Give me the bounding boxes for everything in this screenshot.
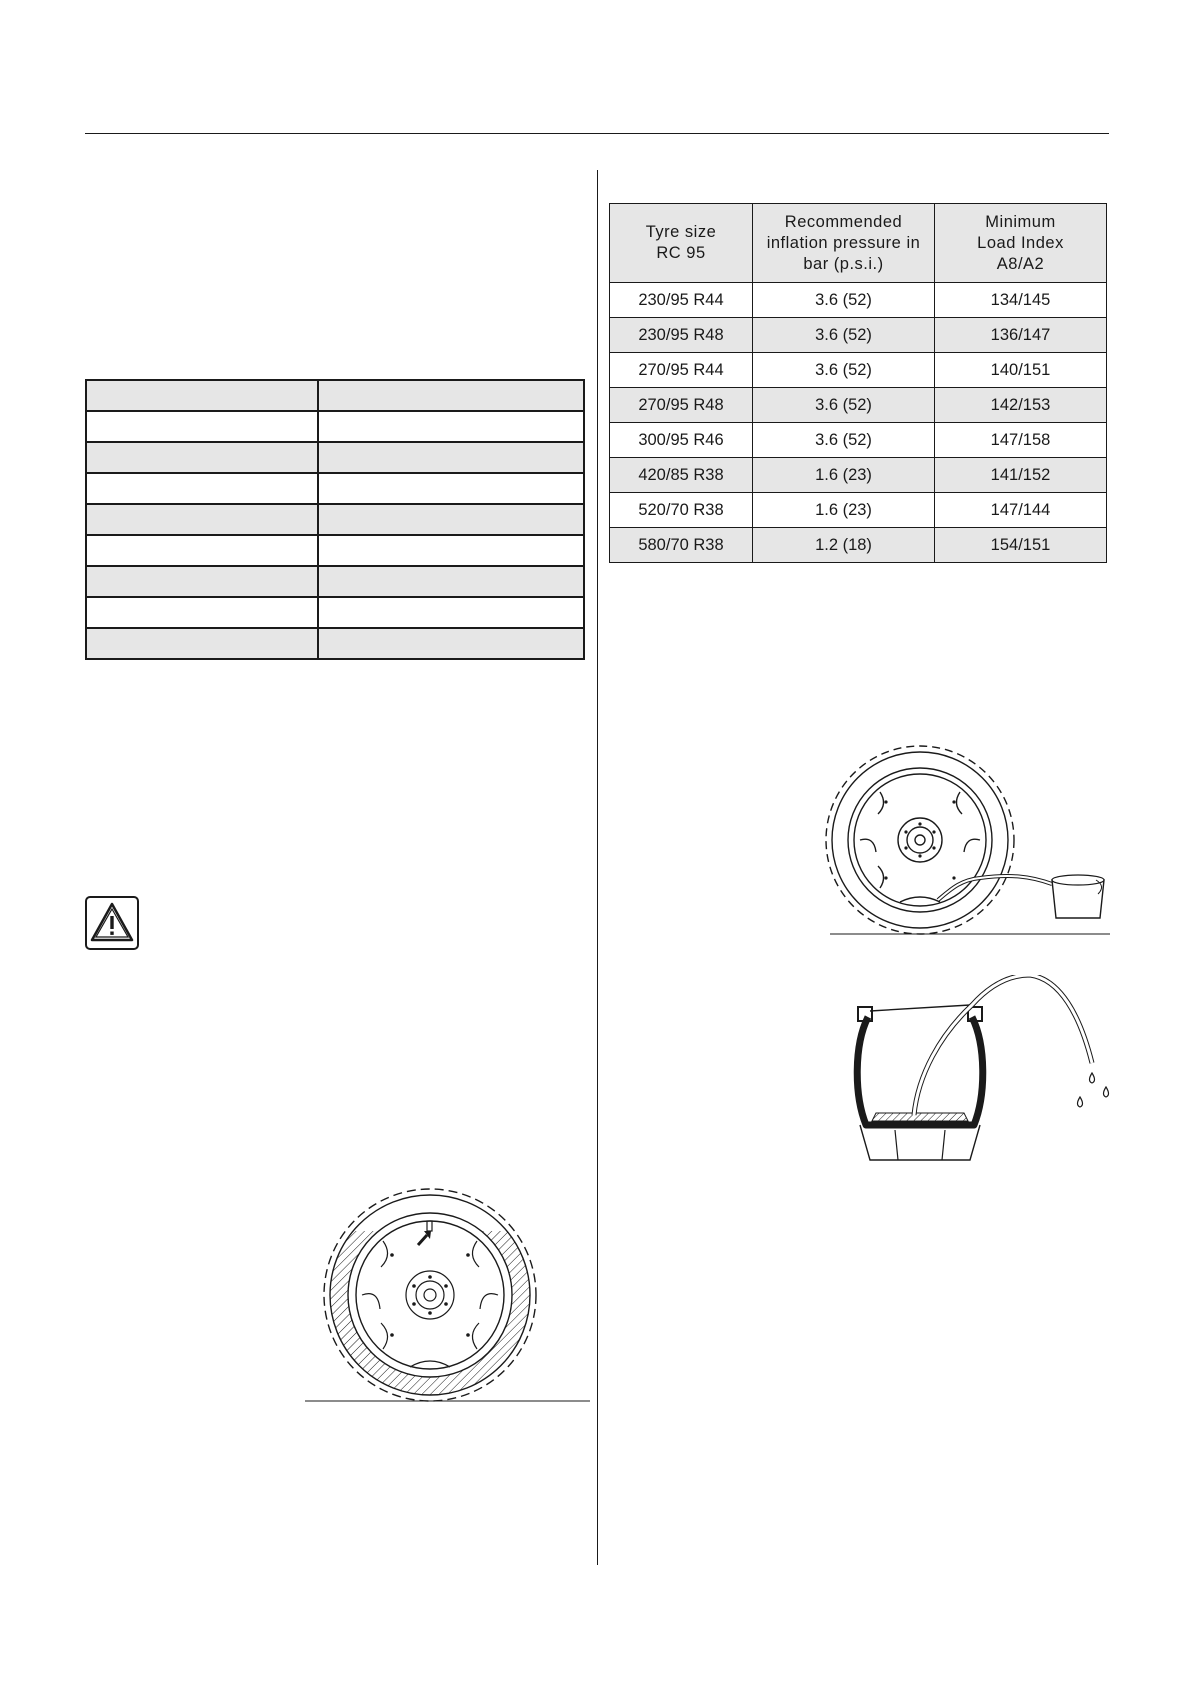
- table-row: [86, 442, 584, 473]
- header-line: Load Index: [977, 233, 1064, 252]
- warning-triangle-icon: [85, 896, 139, 950]
- cell-load: 140/151: [935, 353, 1107, 388]
- cell-load: 136/147: [935, 318, 1107, 353]
- cell-size: 300/95 R46: [610, 423, 753, 458]
- header-line: inflation pressure in: [766, 233, 921, 252]
- table-row: [86, 473, 584, 504]
- cell-size: 520/70 R38: [610, 493, 753, 528]
- table-row: [86, 504, 584, 535]
- table-row: [610, 423, 1107, 458]
- cell-load: 141/152: [935, 458, 1107, 493]
- header-tyre-size: [610, 204, 753, 283]
- cell-load: 134/145: [935, 283, 1107, 318]
- cell-size: 580/70 R38: [610, 528, 753, 563]
- cell-pressure: 3.6 (52): [753, 423, 935, 458]
- cell-pressure: 1.2 (18): [753, 528, 935, 563]
- header-load-index: [935, 204, 1107, 283]
- table-row: [610, 493, 1107, 528]
- cell-load: 147/144: [935, 493, 1107, 528]
- header-line: Recommended: [784, 212, 903, 231]
- table-row: [86, 411, 584, 442]
- table-row: [610, 458, 1107, 493]
- cell-pressure: 3.6 (52): [753, 318, 935, 353]
- cell-pressure: 1.6 (23): [753, 458, 935, 493]
- header-rule: [85, 133, 1109, 134]
- header-line: bar (p.s.i.): [803, 254, 884, 273]
- cell-size: 230/95 R48: [610, 318, 753, 353]
- tyre-cross-section-draining-illustration: [840, 975, 1120, 1170]
- cell-load: 147/158: [935, 423, 1107, 458]
- header-line: A8/A2: [996, 254, 1045, 273]
- table-row: [610, 528, 1107, 563]
- tyre-with-liquid-ballast-illustration: [300, 1185, 590, 1407]
- table-row: [86, 566, 584, 597]
- header-line: Tyre size: [645, 223, 717, 241]
- table-row: [610, 353, 1107, 388]
- cell-size: 270/95 R44: [610, 353, 753, 388]
- cell-load: 154/151: [935, 528, 1107, 563]
- cell-size: 420/85 R38: [610, 458, 753, 493]
- blank-table: [85, 379, 585, 660]
- cell-pressure: 3.6 (52): [753, 353, 935, 388]
- header-line: Minimum: [985, 212, 1056, 231]
- cell-size: 230/95 R44: [610, 283, 753, 318]
- tyre-draining-into-bucket-illustration: [820, 740, 1110, 940]
- table-header-row: [610, 204, 1107, 283]
- table-row: [86, 597, 584, 628]
- table-row: [610, 388, 1107, 423]
- table-row: [610, 318, 1107, 353]
- tyre-pressure-table: [609, 203, 1107, 563]
- table-row: [610, 283, 1107, 318]
- header-pressure: [753, 204, 935, 283]
- cell-pressure: 1.6 (23): [753, 493, 935, 528]
- table-row: [86, 380, 584, 411]
- cell-size: 270/95 R48: [610, 388, 753, 423]
- column-divider: [597, 170, 598, 1565]
- cell-pressure: 3.6 (52): [753, 388, 935, 423]
- cell-pressure: 3.6 (52): [753, 283, 935, 318]
- table-row: [86, 628, 584, 659]
- table-row: [86, 535, 584, 566]
- cell-load: 142/153: [935, 388, 1107, 423]
- header-line: RC 95: [656, 244, 706, 262]
